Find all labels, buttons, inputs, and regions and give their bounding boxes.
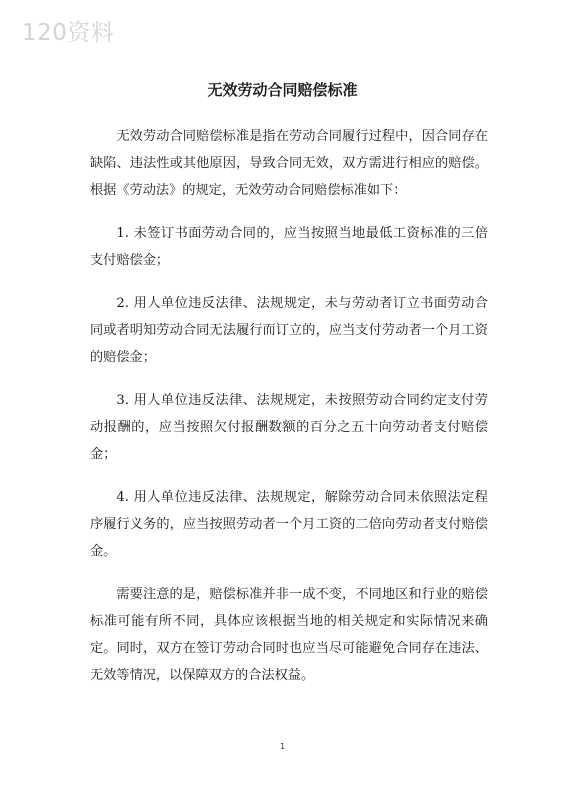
document-body — [90, 123, 488, 705]
list-item-3: 3. 用人单位违反法律、法规规定，未按照劳动合同约定支付劳动报酬的，应当按照欠付报酬数额的百分之五十向劳动者支付赔偿金； — [90, 393, 488, 462]
list-item-2: 2. 用人单位违反法律、法规规定，未与劳动者订立书面劳动合同或者明知劳动合同无法履行而订立的，应当支付劳动者一个月工资的赔偿金； — [90, 296, 488, 365]
page-number: 1 — [279, 742, 286, 751]
intro-paragraph: 无效劳动合同赔偿标准是指在劳动合同履行过程中，因合同存在缺陷、违法性或其他原因，导致合同无效，双方需进行相应的赔偿。根据《劳动法》的规定，无效劳动合同赔偿标准如下： — [90, 129, 488, 198]
list-item-4: 4. 用人单位违反法律、法规规定，解除劳动合同未依照法定程序履行义务的，应当按照劳动者一个月工资的二倍向劳动者支付赔偿金。 — [90, 490, 488, 559]
document-title: 无效劳动合同赔偿标准 — [207, 81, 358, 99]
list-item-1: 1. 未签订书面劳动合同的，应当按照当地最低工资标准的三倍支付赔偿金； — [90, 226, 488, 268]
closing-paragraph: 需要注意的是，赔偿标准并非一成不变，不同地区和行业的赔偿标准可能有所不同，具体应该根据当地的相关规定和实际情况来确定。同时，双方在签订劳动合同时也应当尽可能避免合同存在违法、无效等情况，以保障双方的合法权益。 — [90, 587, 488, 683]
watermark-logo: 120资料 — [22, 20, 115, 46]
